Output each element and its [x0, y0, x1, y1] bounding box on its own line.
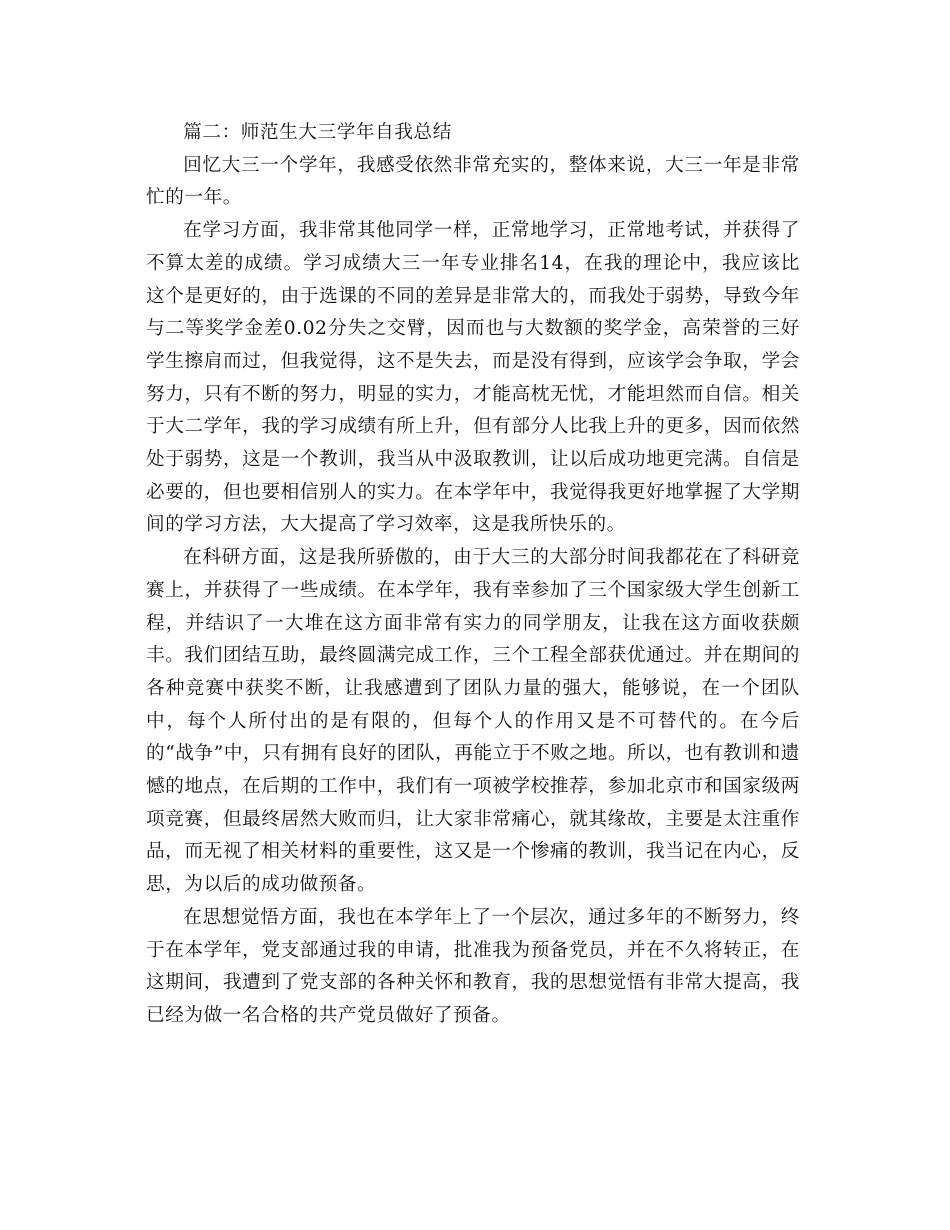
paragraph-study: 在学习方面，我非常其他同学一样，正常地学习，正常地考试，并获得了不算太差的成绩。学习成绩大三一年专业排名14，在我的理论中，我应该比这个是更好的，由于选课的不同的差异是非常大的，而我处于弱势，导致今年与二等奖学金差0.02分失之交臂，因而也与大数额的奖学金，高荣誉的三好学生擦肩而过，但我觉得，这不是失去，而是没有得到，应该学会争取，学会努力，只有不断的努力，明显的实力，才能高枕无忧，才能坦然而自信。相关于大二学年，我的学习成绩有所上升，但有部分人比我上升的更多，因而依然处于弱势，这是一个教训，我当从中汲取教训，让以后成功地更完满。自信是必要的，但也要相信别人的实力。在本学年中，我觉得我更好地掌握了大学期间的学习方法，大大提高了学习效率，这是我所快乐的。 [146, 220, 800, 536]
paragraph-ideology: 在思想觉悟方面，我也在本学年上了一个层次，通过多年的不断努力，终于在本学年，党支部通过我的申请，批准我为预备党员，并在不久将转正，在这期间，我遭到了党支部的各种关怀和教育，我的思想觉悟有非常大提高，我已经为做一名合格的共产党员做好了预备。 [146, 906, 800, 1026]
paragraph-intro: 回忆大三一个学年，我感受依然非常充实的，整体来说，大三一年是非常忙的一年。 [146, 154, 800, 209]
paragraph-research: 在科研方面，这是我所骄傲的，由于大三的大部分时间我都花在了科研竞赛上，并获得了一些成绩。在本学年，我有幸参加了三个国家级大学生创新工程，并结识了一大堆在这方面非常有实力的同学朋友，让我在这方面收获颇丰。我们团结互助，最终圆满完成工作，三个工程全部获优通过。并在期间的各种竞赛中获奖不断，让我感遭到了团队力量的强大，能够说，在一个团队中，每个人所付出的是有限的，但每个人的作用又是不可替代的。在今后的“战争”中，只有拥有良好的团队，再能立于不败之地。所以，也有教训和遗憾的地点，在后期的工作中，我们有一项被学校推荐，参加北京市和国家级两项竞赛，但最终居然大败而归，让大家非常痛心，就其缘故，主要是太注重作品，而无视了相关材料的重要性，这又是一个惨痛的教训，我当记在内心，反思，为以后的成功做预备。 [146, 547, 800, 896]
document-title: 篇二：师范生大三学年自我总结 [183, 122, 452, 143]
document-body [146, 117, 800, 1033]
